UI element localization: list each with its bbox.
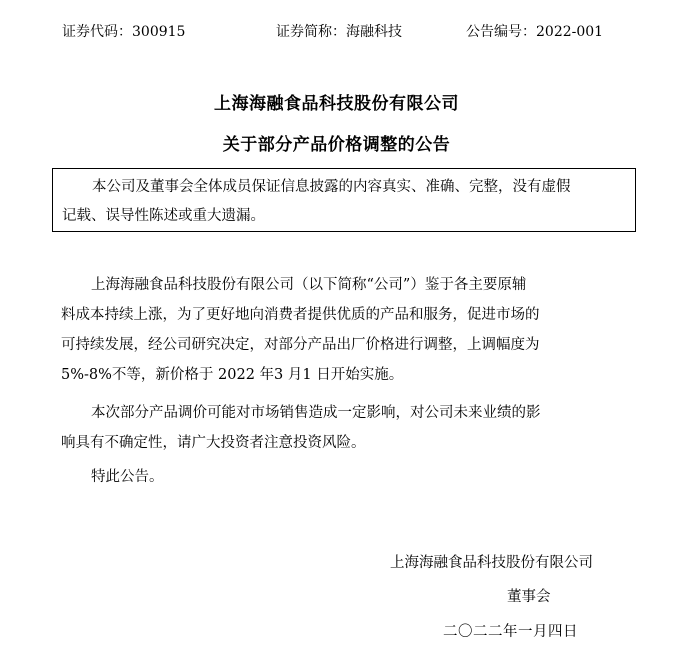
stock-code: 证券代码：300915 (62, 24, 186, 40)
signature-board: 董事会 (507, 589, 551, 605)
company-title: 上海海融食品科技股份有限公司 (214, 94, 459, 114)
paragraph-line: 上海海融食品科技股份有限公司（以下简称“公司”）鉴于各主要原辅 (91, 277, 527, 293)
paragraph-line: 特此公告。 (91, 469, 164, 485)
signature-company: 上海海融食品科技股份有限公司 (390, 555, 593, 571)
paragraph-line: 5%-8%不等，新价格于 2022 年3 月1 日开始实施。 (61, 367, 404, 383)
paragraph-line: 可持续发展，经公司研究决定，对部分产品出厂价格进行调整，上调幅度为 (61, 337, 540, 353)
announcement-title: 关于部分产品价格调整的公告 (222, 135, 451, 155)
paragraph-closing (61, 462, 621, 492)
signature-date: 二〇二二年一月四日 (443, 624, 578, 640)
paragraph-risk-warning (61, 398, 621, 458)
stock-abbreviation: 证券简称：海融科技 (276, 24, 402, 40)
notice-number: 公告编号：2022-001 (466, 24, 604, 40)
disclaimer-box (52, 168, 636, 232)
disclaimer-line-2: 记载、误导性陈述或重大遗漏。 (62, 208, 265, 224)
disclaimer-line-1: 本公司及董事会全体成员保证信息披露的内容真实、准确、完整，没有虚假 (92, 179, 571, 195)
document-header (62, 22, 622, 42)
paragraph-line: 响具有不确定性，请广大投资者注意投资风险。 (61, 435, 366, 451)
paragraph-line: 料成本持续上涨，为了更好地向消费者提供优质的产品和服务，促进市场的 (61, 307, 540, 323)
paragraph-line: 本次部分产品调价可能对市场销售造成一定影响，对公司未来业绩的影 (91, 405, 541, 421)
paragraph-price-adjustment (61, 270, 621, 390)
